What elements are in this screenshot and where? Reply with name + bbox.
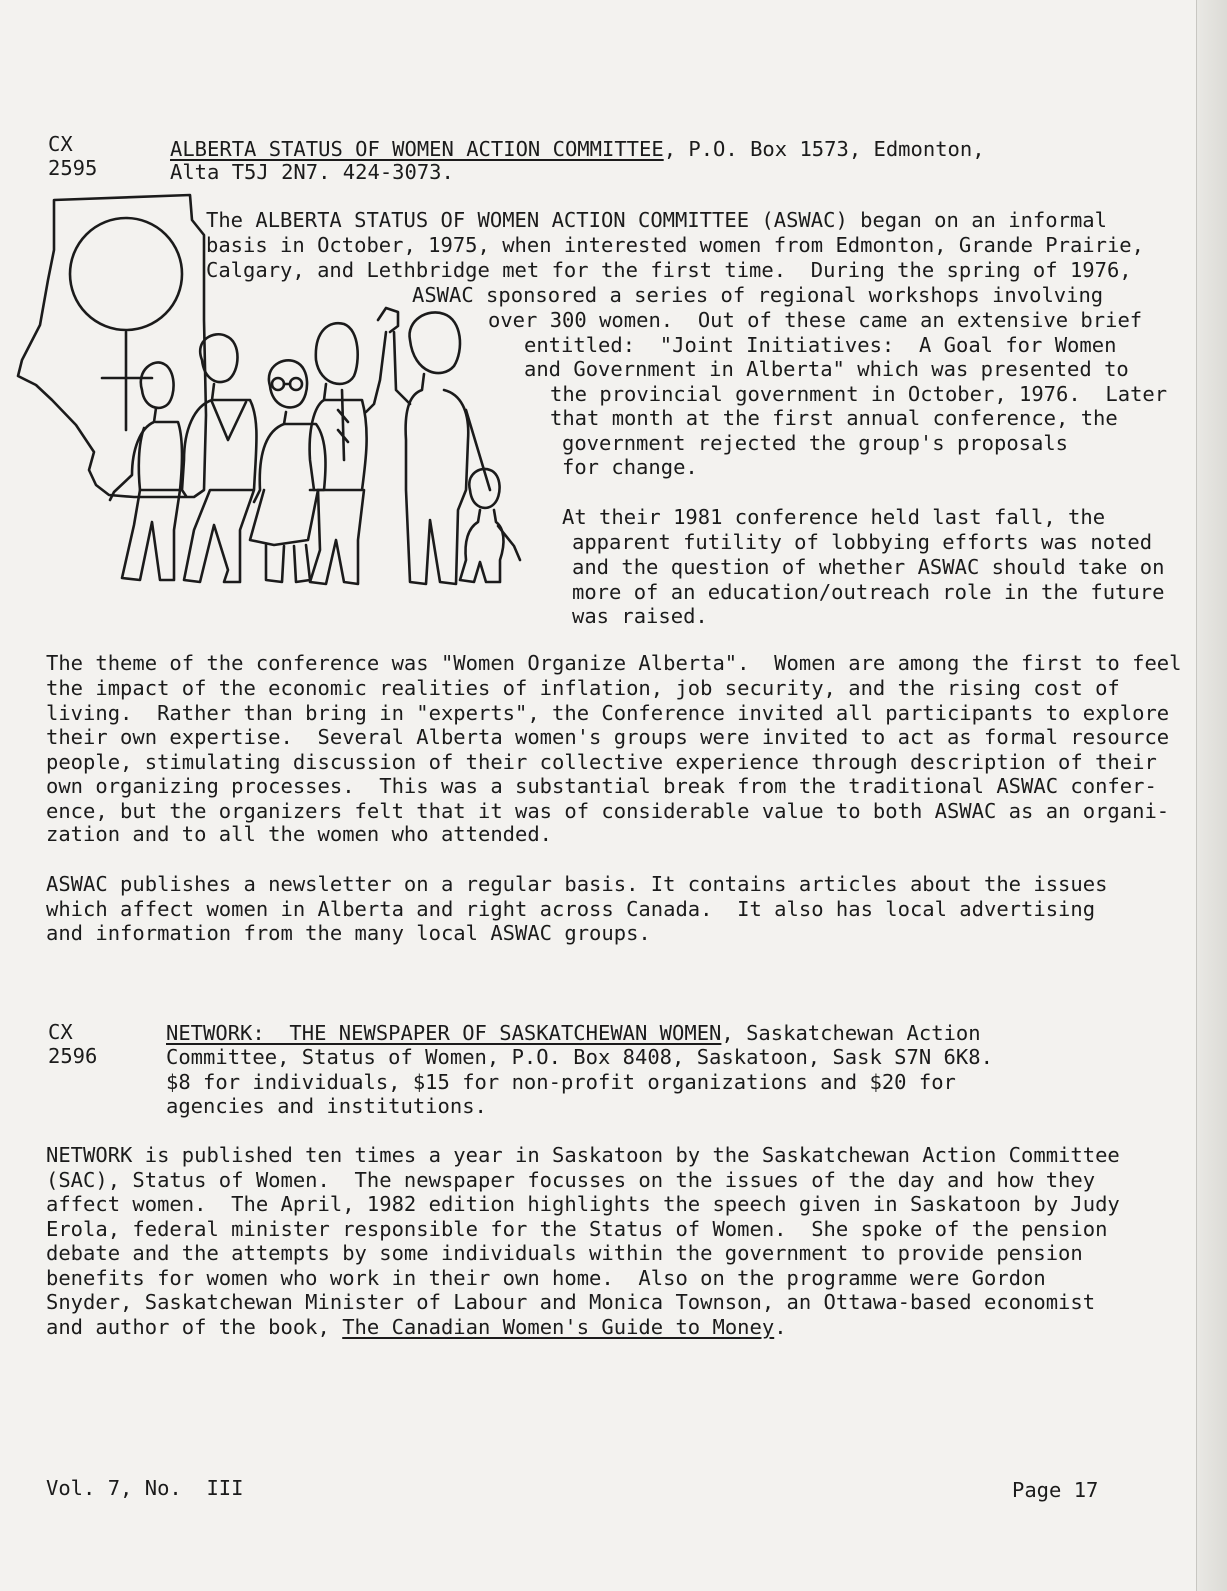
body-last-line-prefix: and author of the book,: [46, 1315, 343, 1339]
body-last-line-suffix: .: [774, 1315, 787, 1339]
intro-line: for change.: [562, 455, 698, 479]
entry-title: NETWORK: THE NEWSPAPER OF SASKATCHEWAN WOMEN: [166, 1021, 722, 1045]
conference-line: was raised.: [572, 604, 708, 628]
intro-line: that month at the first annual conference, the: [550, 406, 1118, 430]
conference-line: and the question of whether ASWAC should take on: [572, 555, 1165, 579]
entry-address-line2: Alta T5J 2N7. 424-3073.: [170, 160, 454, 184]
theme-line: people, stimulating discussion of their collective experience through description of their: [46, 750, 1157, 774]
intro-line: Calgary, and Lethbridge met for the first time. During the spring of 1976,: [206, 258, 1132, 282]
entry-address-line: Committee, Status of Women, P.O. Box 8408, Saskatoon, Sask S7N 6K8.: [166, 1045, 993, 1069]
entry-code-number: 2595: [48, 156, 98, 180]
page-edge: [1196, 0, 1227, 1591]
figure-1: [110, 362, 182, 580]
theme-line: the impact of the economic realities of inflation, job security, and the rising cost of: [46, 676, 1120, 700]
conference-line: At their 1981 conference held last fall, the: [562, 505, 1106, 529]
intro-line: ASWAC sponsored a series of regional workshops involving: [412, 283, 1104, 307]
intro-line: The ALBERTA STATUS OF WOMEN ACTION COMMITTEE (ASWAC) began on an informal: [206, 208, 1107, 232]
theme-line: zation and to all the women who attended.: [46, 822, 553, 846]
entry-title: ALBERTA STATUS OF WOMEN ACTION COMMITTEE: [170, 137, 664, 161]
alberta-outline: [18, 195, 206, 497]
conference-line: apparent futility of lobbying efforts was noted: [572, 530, 1153, 554]
theme-line: living. Rather than bring in "experts", the Conference invited all participants to explore: [46, 701, 1170, 725]
body-line: debate and the attempts by some individuals within the government to provide pension: [46, 1241, 1083, 1265]
entry-address: , Saskatchewan Action: [721, 1021, 981, 1045]
theme-line: their own expertise. Several Alberta women's groups were invited to act as formal resource: [46, 725, 1170, 749]
body-line: NETWORK is published ten times a year in Saskatoon by the Saskatchewan Action Committee: [46, 1143, 1120, 1167]
women-symbol-cross: [102, 332, 152, 430]
women-symbol-circle: [70, 218, 182, 330]
book-title: The Canadian Women's Guide to Money: [342, 1315, 775, 1339]
body-last-line: [46, 1315, 787, 1340]
body-line: benefits for women who work in their own home. Also on the programme were Gordon: [46, 1266, 1046, 1290]
newsletter-line: which affect women in Alberta and right across Canada. It also has local advertising: [46, 897, 1096, 921]
body-line: Snyder, Saskatchewan Minister of Labour and Monica Townson, an Ottawa-based economist: [46, 1290, 1096, 1314]
entry-address: , P.O. Box 1573, Edmonton,: [663, 137, 985, 161]
entry-code-prefix: CX: [48, 1020, 73, 1044]
body-line: affect women. The April, 1982 edition highlights the speech given in Saskatoon by Judy: [46, 1192, 1120, 1216]
figure-5: [366, 308, 490, 584]
entry-address-line: $8 for individuals, $15 for non-profit organizations and $20 for: [166, 1070, 956, 1094]
body-line: (SAC), Status of Women. The newspaper focusses on the issues of the day and how they: [46, 1168, 1096, 1192]
intro-line: government rejected the group's proposals: [562, 431, 1069, 455]
entry-heading-line1: [170, 137, 985, 162]
conference-line: more of an education/outreach role in the future: [572, 580, 1165, 604]
intro-line: and Government in Alberta" which was presented to: [524, 357, 1129, 381]
figure-3: [250, 360, 326, 582]
footer-page-number: Page 17: [1012, 1478, 1099, 1502]
entry-heading-line1: [166, 1021, 981, 1046]
figure-2: [182, 334, 257, 582]
intro-line: entitled: "Joint Initiatives: A Goal for Women: [524, 333, 1117, 357]
intro-line: basis in October, 1975, when interested women from Edmonton, Grande Prairie,: [206, 233, 1144, 257]
entry-code-number: 2596: [48, 1044, 98, 1068]
body-line: Erola, federal minister responsible for the Status of Women. She spoke of the pension: [46, 1217, 1108, 1241]
theme-line: The theme of the conference was "Women Organize Alberta". Women are among the first to feel: [46, 651, 1182, 675]
newsletter-line: and information from the many local ASWAC groups.: [46, 921, 651, 945]
entry-code-prefix: CX: [48, 132, 73, 156]
intro-line: the provincial government in October, 1976. Later: [550, 382, 1168, 406]
theme-line: ence, but the organizers felt that it was of considerable value to both ASWAC as an organi-: [46, 799, 1170, 823]
entry-address-line: agencies and institutions.: [166, 1094, 487, 1118]
intro-line: over 300 women. Out of these came an extensive brief: [488, 308, 1143, 332]
theme-line: own organizing processes. This was a substantial break from the traditional ASWAC confer-: [46, 774, 1157, 798]
figure-4: [310, 323, 367, 584]
newsletter-line: ASWAC publishes a newsletter on a regular basis. It contains articles about the issues: [46, 872, 1108, 896]
footer-volume: Vol. 7, No. III: [46, 1476, 244, 1500]
